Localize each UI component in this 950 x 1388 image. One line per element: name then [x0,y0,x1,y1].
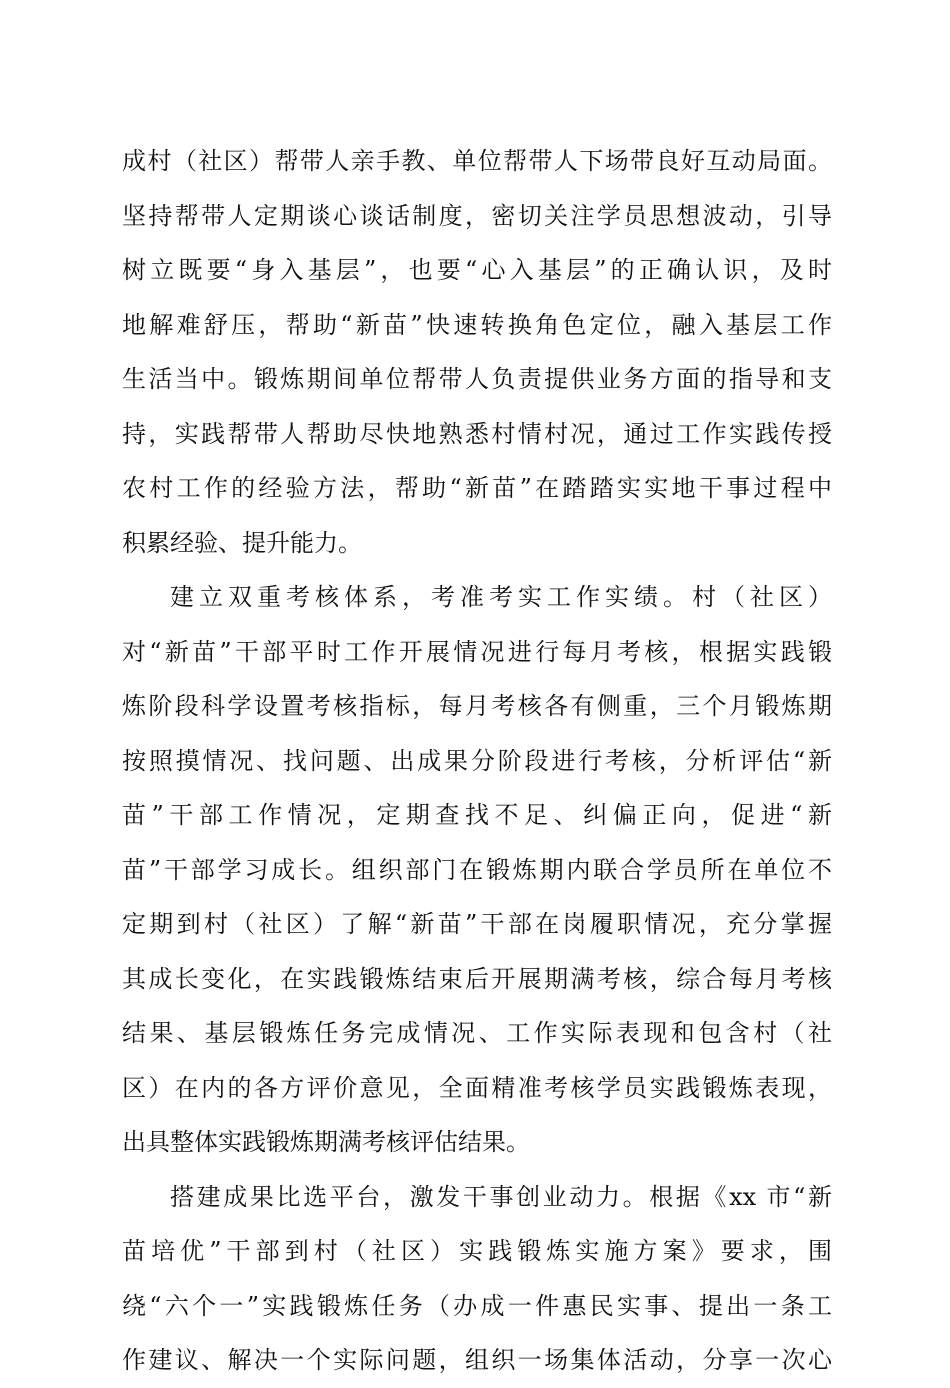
body-text [122,134,832,1388]
text-line: 持，实践帮带人帮助尽快地熟悉村情村况，通过工作实践传授 [122,419,832,448]
text-line: 坚持帮带人定期谈心谈话制度，密切关注学员思想波动，引导 [122,201,832,230]
text-line: 绕“六个一”实践锻炼任务（办成一件惠民实事、提出一条工 [122,1291,832,1320]
paragraph-start-line: 搭建成果比选平台，激发干事创业动力。根据《xx 市“新 [170,1182,832,1211]
text-line: 生活当中。锻炼期间单位帮带人负责提供业务方面的指导和支 [122,365,832,393]
text-line: 地解难舒压，帮助“新苗”快速转换角色定位，融入基层工作 [122,310,832,339]
text-line: 作建议、解决一个实际问题，组织一场集体活动，分享一次心 [122,1346,832,1374]
text-line: 结果、基层锻炼任务完成情况、工作实际表现和包含村（社 [122,1019,832,1047]
text-line: 区）在内的各方评价意见，全面精准考核学员实践锻炼表现， [122,1073,832,1102]
text-line: 其成长变化，在实践锻炼结束后开展期满考核，综合每月考核 [122,964,832,993]
text-line: 按照摸情况、找问题、出成果分阶段进行考核，分析评估“新 [122,746,832,775]
paragraph-start-line: 建立双重考核体系，考准考实工作实绩。村（社区） [170,583,832,611]
text-line: 苗”干部工作情况，定期查找不足、纠偏正向，促进“新 [122,801,832,829]
text-line: 对“新苗”干部平时工作开展情况进行每月考核，根据实践锻 [122,637,832,666]
text-line: 定期到村（社区）了解“新苗”干部在岗履职情况，充分掌握 [122,910,832,938]
text-line: 树立既要“身入基层”，也要“心入基层”的正确认识，及时 [122,256,832,284]
text-line: 积累经验、提升能力。 [122,528,362,557]
text-line: 出具整体实践锻炼期满考核评估结果。 [122,1128,530,1156]
text-line: 苗培优”干部到村（社区）实践锻炼实施方案》要求，围 [122,1237,832,1265]
text-line: 苗”干部学习成长。组织部门在锻炼期内联合学员所在单位不 [122,855,832,884]
text-line: 成村（社区）帮带人亲手教、单位帮带人下场带良好互动局面。 [122,147,832,175]
text-line: 农村工作的经验方法，帮助“新苗”在踏踏实实地干事过程中 [122,474,832,502]
text-line: 炼阶段科学设置考核指标，每月考核各有侧重，三个月锻炼期 [122,692,832,720]
